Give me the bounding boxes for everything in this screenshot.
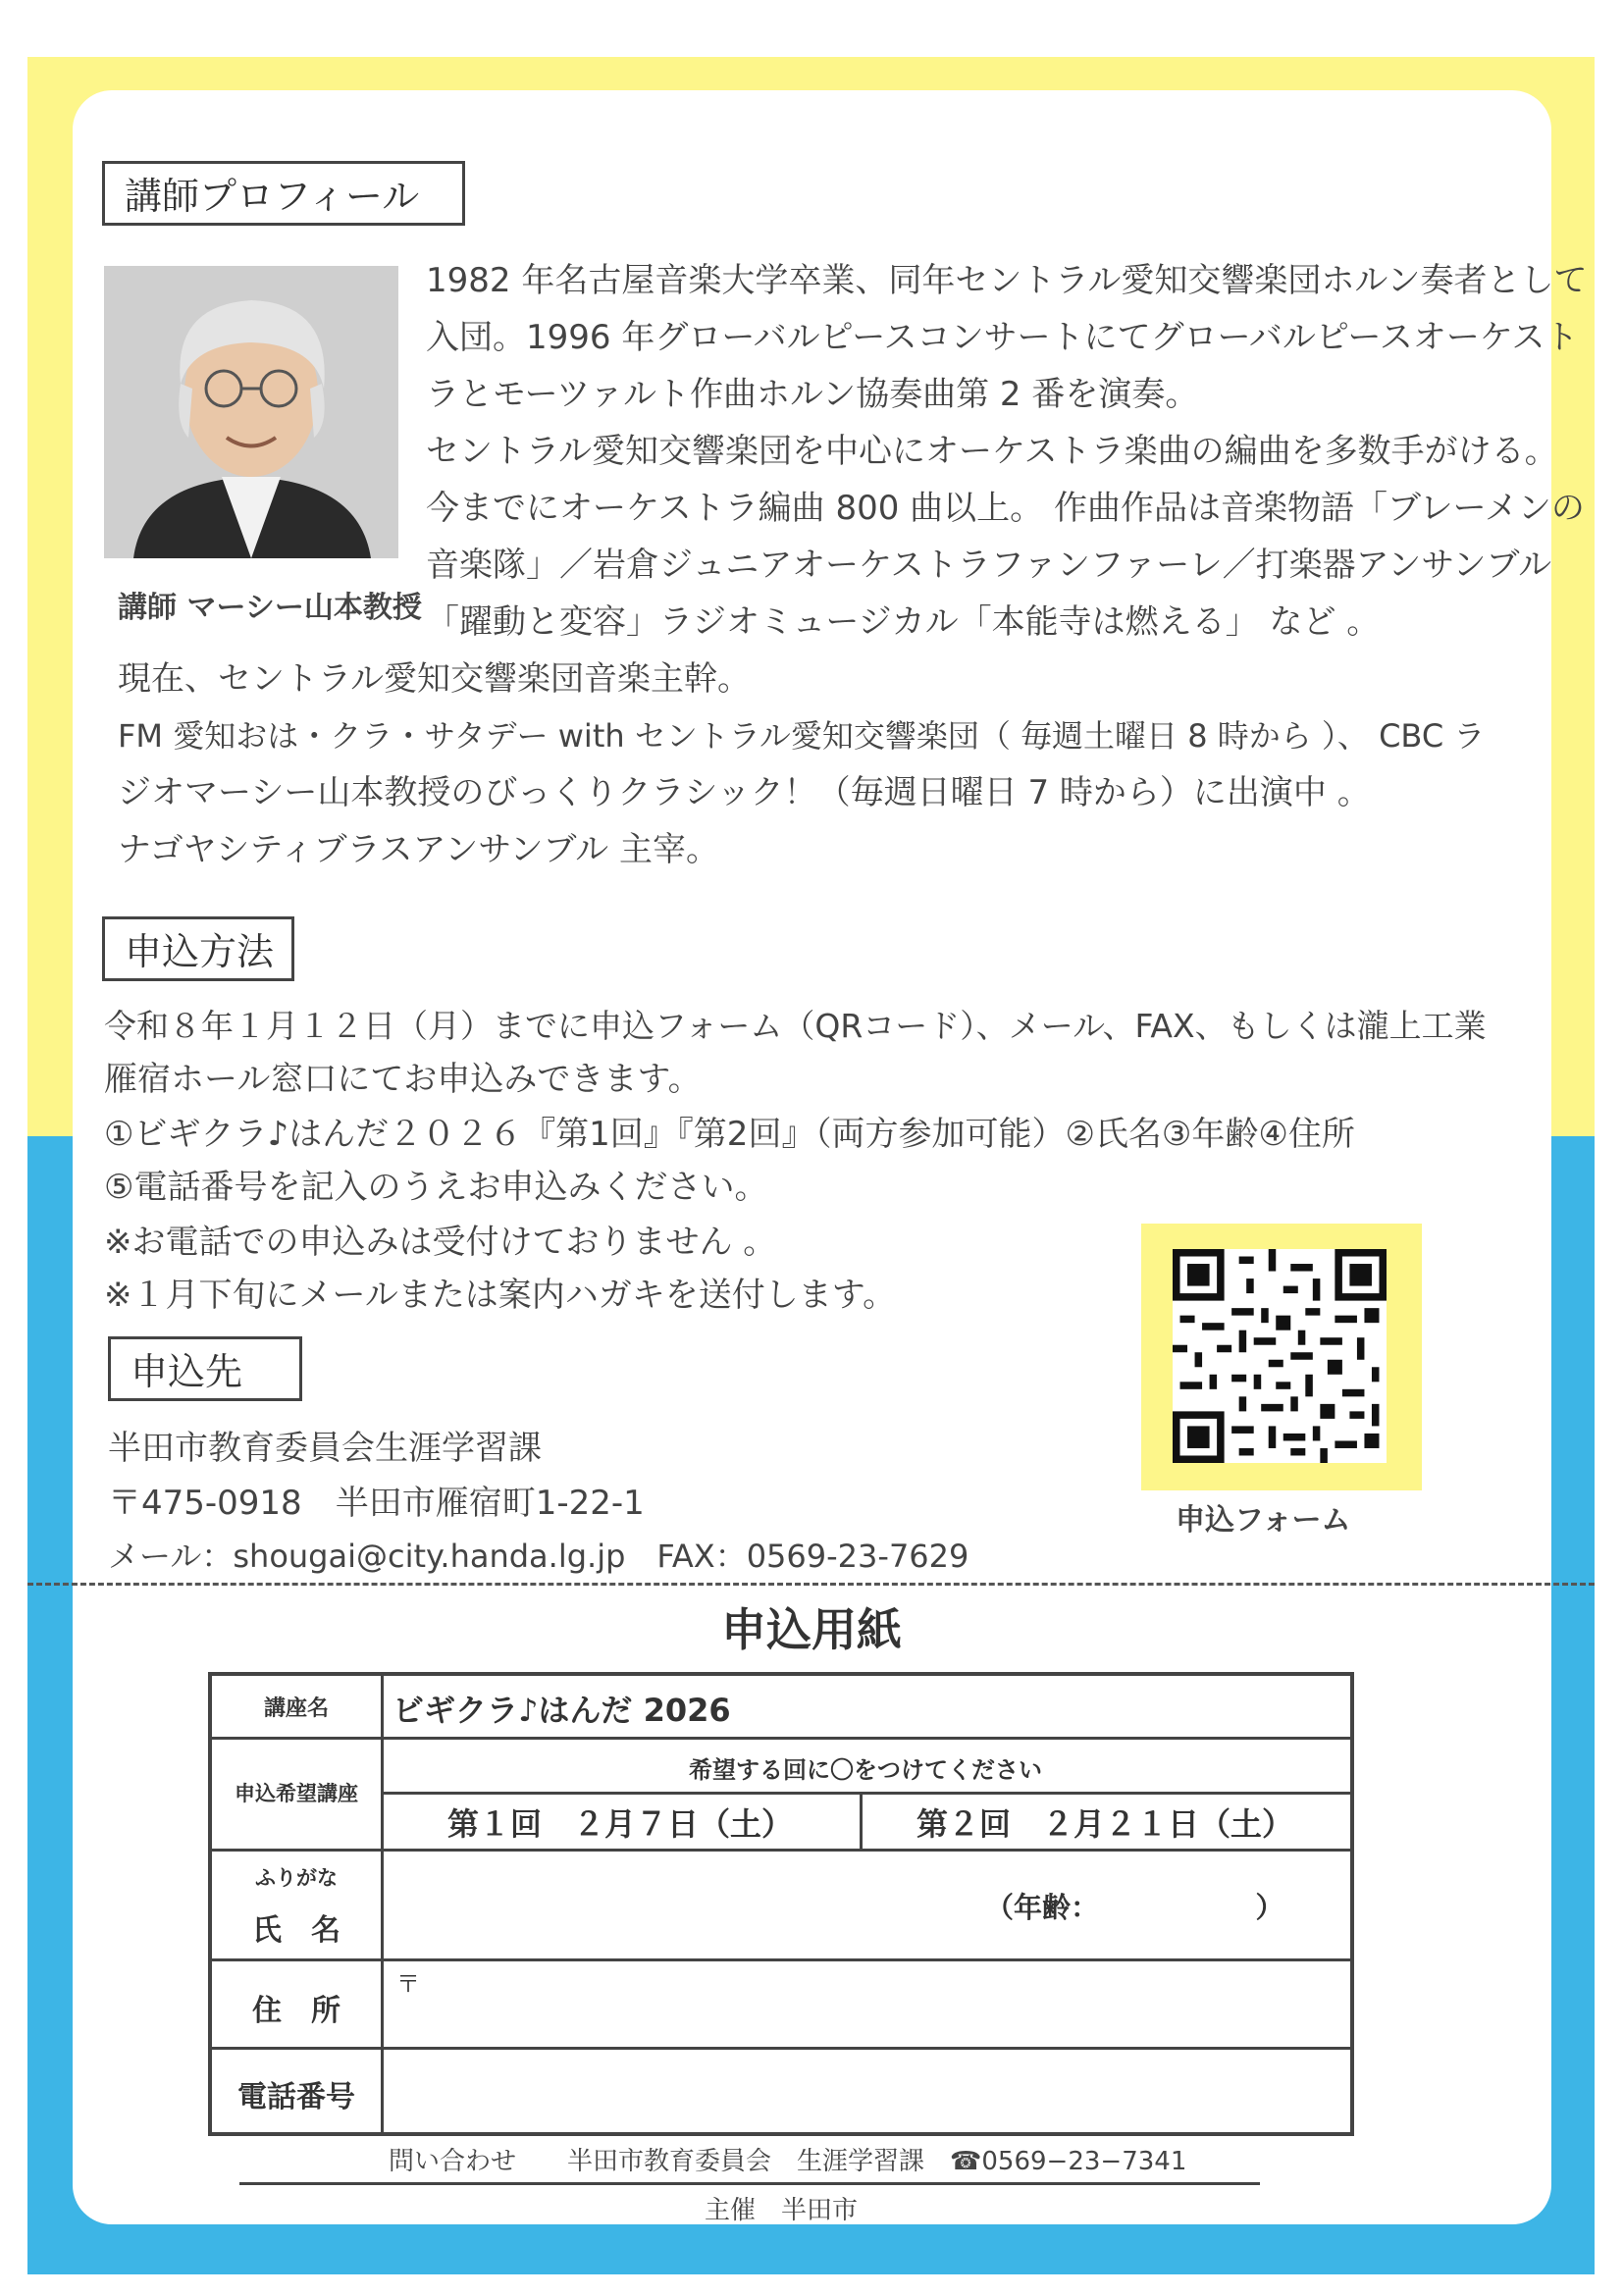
form-row-divider-wish xyxy=(381,1792,1350,1795)
age-field[interactable]: （年齢： ） xyxy=(985,1891,1284,1924)
profile-line-10: ジオマーシー山本教授のびっくりクラシック！（毎週日曜日 7 時から）に出演中 。 xyxy=(118,773,1371,812)
lecturer-portrait-icon xyxy=(104,266,398,558)
phone-label: 電話番号 xyxy=(237,2080,355,2114)
method-line-1: 令和８年１月１２日（月）までに申込フォーム（QRコード）、メール、FAX、もしくは瀧上工業 xyxy=(104,1007,1487,1045)
profile-line-5: 今までにオーケストラ編曲 800 曲以上。 作曲作品は音楽物語「ブレーメンの xyxy=(426,489,1585,528)
profile-line-7: 「躍動と変容」ラジオミュージカル「本能寺は燃える」 など 。 xyxy=(426,602,1381,642)
method-heading: 申込方法 xyxy=(102,916,294,981)
host-text: 主催 半田市 xyxy=(705,2196,859,2225)
form-row-divider-2 xyxy=(212,1849,1350,1852)
footer-divider xyxy=(239,2182,1260,2185)
address-field[interactable] xyxy=(393,1964,1335,2043)
cut-line xyxy=(27,1583,1595,1586)
wish-label: 申込希望講座 xyxy=(235,1782,358,1805)
method-line-5: ※お電話での申込みは受付けておりません 。 xyxy=(104,1223,777,1262)
course-label: 講座名 xyxy=(263,1696,329,1721)
contact-org: 半田市教育委員会生涯学習課 xyxy=(108,1429,542,1468)
application-form-table xyxy=(208,1672,1354,2136)
profile-line-2: 入団。1996 年グローバルピースコンサートにてグローバルピースオーケスト xyxy=(426,318,1579,357)
profile-line-1: 1982 年名古屋音楽大学卒業、同年セントラル愛知交響楽団ホルン奏者として xyxy=(426,261,1588,300)
furigana-label: ふりがな xyxy=(255,1866,338,1890)
address-label: 住 所 xyxy=(252,1994,340,2028)
profile-line-3: ラとモーツァルト作曲ホルン協奏曲第 2 番を演奏。 xyxy=(426,375,1199,414)
inquiry-text: 問い合わせ 半田市教育委員会 生涯学習課 ☎0569−23−7341 xyxy=(389,2147,1187,2176)
profile-line-4: セントラル愛知交響楽団を中心にオーケストラ楽曲の編曲を多数手がける。 xyxy=(426,432,1558,471)
method-line-3: ①ビギクラ♪はんだ２０２６『第1回』『第2回』（両方参加可能）②氏名③年齢④住所 xyxy=(104,1115,1355,1154)
profile-line-9: FM 愛知おは・クラ・サタデー with セントラル愛知交響楽団（ 毎週土曜日 8 時から ）、 CBC ラ xyxy=(118,717,1486,755)
qr-code-icon[interactable] xyxy=(1173,1249,1387,1463)
profile-heading: 講師プロフィール xyxy=(102,161,465,226)
name-label: 氏 名 xyxy=(252,1913,340,1948)
session-1-option[interactable]: 第１回 ２月７日（土） xyxy=(446,1805,793,1843)
form-row-divider-3 xyxy=(212,1958,1350,1961)
photo-caption: 講師 マーシー山本教授 xyxy=(118,591,422,625)
form-row-divider-1 xyxy=(212,1737,1350,1740)
form-row-divider-4 xyxy=(212,2047,1350,2050)
profile-line-6: 音楽隊」／岩倉ジュニアオーケストラファンファーレ／打楽器アンサンブル xyxy=(426,546,1552,585)
phone-field[interactable] xyxy=(393,2053,1335,2127)
course-value: ビギクラ♪はんだ 2026 xyxy=(393,1692,731,1729)
form-title: 申込用紙 xyxy=(721,1603,902,1656)
session-2-option[interactable]: 第２回 ２月２１日（土） xyxy=(916,1805,1293,1843)
postal-mark: 〒 xyxy=(396,1970,420,1998)
qr-caption: 申込フォーム xyxy=(1176,1503,1351,1538)
contact-address: 〒475-0918 半田市雁宿町1-22-1 xyxy=(108,1484,645,1523)
wish-instruction: 希望する回に〇をつけてください xyxy=(689,1756,1042,1784)
qr-code-panel[interactable] xyxy=(1141,1224,1422,1490)
profile-line-11: ナゴヤシティブラスアンサンブル 主宰。 xyxy=(118,830,719,869)
method-line-2: 雁宿ホール窓口にてお申込みできます。 xyxy=(104,1060,702,1099)
profile-line-8: 現在、セントラル愛知交響楽団音楽主幹。 xyxy=(118,659,751,699)
method-line-4: ⑤電話番号を記入のうえお申込みください。 xyxy=(104,1168,768,1207)
contact-mail-fax: メール：shougai@city.handa.lg.jp FAX：0569-23-7629 xyxy=(108,1538,969,1575)
lecturer-photo xyxy=(104,266,398,558)
method-line-6: ※１月下旬にメールまたは案内ハガキを送付します。 xyxy=(104,1276,897,1315)
contact-heading: 申込先 xyxy=(108,1336,302,1401)
form-label-divider xyxy=(381,1676,384,2132)
